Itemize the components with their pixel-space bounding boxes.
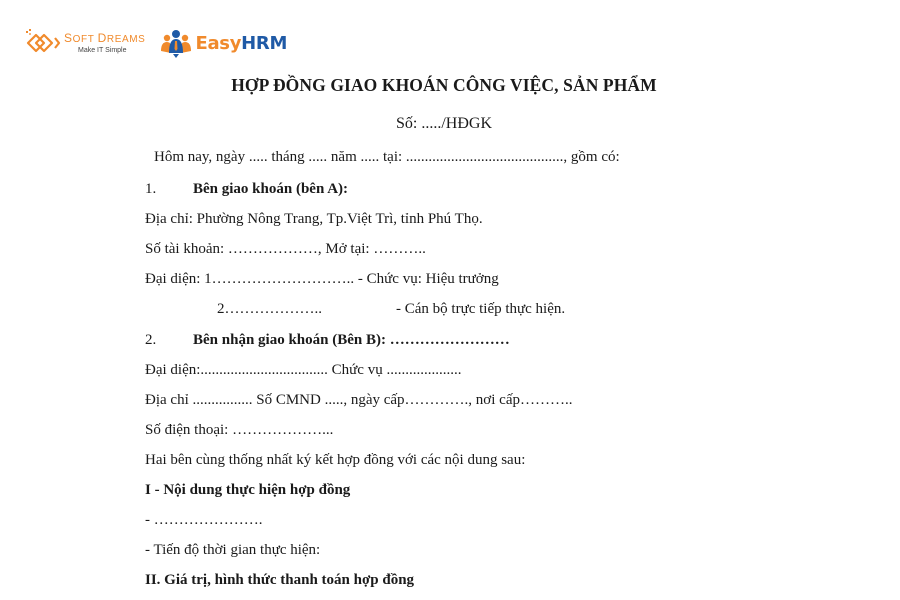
softdreams-name: SOFT DREAMS — [64, 31, 146, 45]
section-1-item-1: - …………………. — [145, 512, 263, 528]
party-a-index: 1. — [145, 181, 157, 197]
easyhrm-people-icon — [159, 27, 193, 59]
party-a-rep1-role: - Chức vụ: Hiệu trưởng — [354, 271, 499, 287]
party-a-rep2-role: - Cán bộ trực tiếp thực hiện. — [396, 301, 566, 317]
document-number: Số: ...../HĐGK — [395, 115, 492, 132]
party-a-heading-text: Bên giao khoán (bên A): — [193, 181, 349, 197]
document-title: HỢP ĐỒNG GIAO KHOÁN CÔNG VIỆC, SẢN PHẨM — [231, 75, 657, 95]
party-a-rep2-name: 2……………….. — [217, 301, 322, 317]
section-1-heading: I - Nội dung thực hiện hợp đồng — [145, 482, 351, 498]
party-b-rep: Đại diện:.................................. Chức vụ .................... — [145, 362, 462, 378]
softdreams-mark-icon — [22, 27, 62, 59]
party-b-index: 2. — [145, 332, 157, 348]
easyhrm-logo — [159, 27, 287, 59]
party-a-rep1-name: Đại diện: 1……………………….. — [145, 271, 355, 287]
intro-line: Hôm nay, ngày ..... tháng ..... năm ..... tại: .........................................., gồm có: — [154, 149, 620, 165]
party-a-rep1 — [145, 270, 499, 288]
softdreams-logo — [22, 27, 145, 59]
section-1-item-2: - Tiến độ thời gian thực hiện: — [145, 542, 321, 558]
party-a-heading — [145, 180, 348, 198]
section-2-heading: II. Giá trị, hình thức thanh toán hợp đồng — [145, 572, 415, 588]
agreement-line: Hai bên cùng thống nhất ký kết hợp đồng với các nội dung sau: — [145, 452, 526, 468]
party-b-phone: Số điện thoại: ………………... — [145, 422, 334, 438]
logo-bar — [22, 26, 287, 60]
party-a-address: Địa chỉ: Phường Nông Trang, Tp.Việt Trì, tỉnh Phú Thọ. — [145, 211, 483, 227]
party-b-heading-text: Bên nhận giao khoán (Bên B): …………………… — [193, 332, 510, 348]
easyhrm-wordmark: EasyHRM — [195, 32, 288, 54]
party-b-heading — [145, 331, 510, 349]
party-b-address: Địa chỉ ................ Số CMND ....., ngày cấp…………., nơi cấp……….. — [145, 392, 573, 408]
party-a-account: Số tài khoản: ………………, Mở tại: ……….. — [145, 241, 426, 257]
softdreams-tagline: Make IT Simple — [78, 47, 127, 54]
